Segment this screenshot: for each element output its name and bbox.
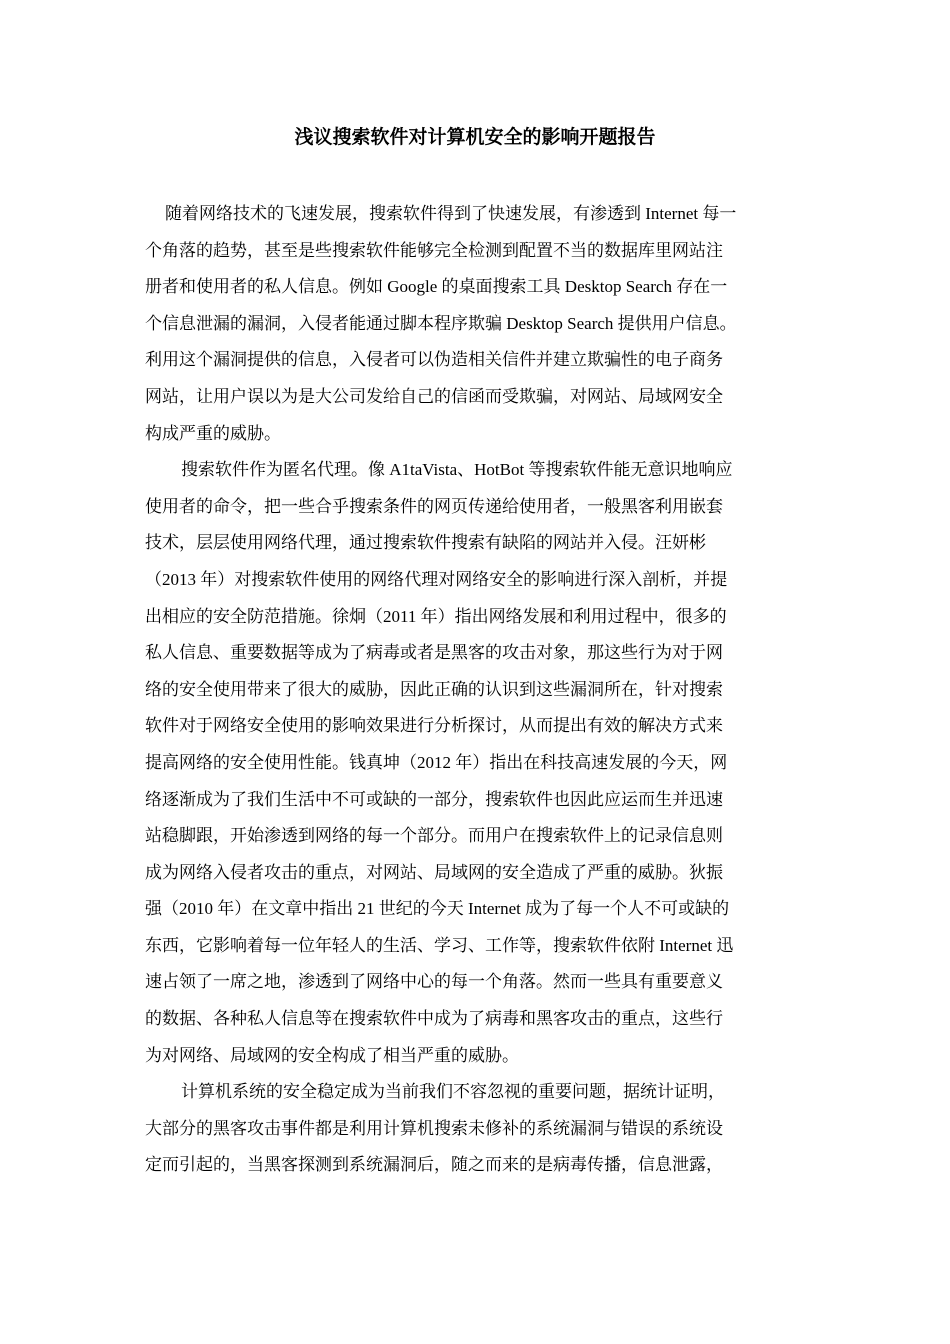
paragraph-3	[145, 1074, 815, 1184]
text-line: 为对网络、局域网的安全构成了相当严重的威胁。	[145, 1045, 519, 1065]
text-line: 个角落的趋势，甚至是些搜索软件能够完全检测到配置不当的数据库里网站注	[145, 240, 723, 260]
document-title: 浅议搜索软件对计算机安全的影响开题报告	[294, 126, 656, 148]
paragraph-2	[145, 452, 815, 1074]
text-line: 册者和使用者的私人信息。例如 Google 的桌面搜索工具 Desktop Search 存在一	[145, 277, 728, 297]
text-line: 的数据、各种私人信息等在搜索软件中成为了病毒和黑客攻击的重点，这些行	[145, 1009, 723, 1029]
text-line: 随着网络技术的飞速发展，搜索软件得到了快速发展，有渗透到 Internet 每一	[165, 204, 737, 223]
text-line: 利用这个漏洞提供的信息，入侵者可以伪造相关信件并建立欺骗性的电子商务	[145, 350, 723, 370]
text-line: 提高网络的安全使用性能。钱真坤（2012 年）指出在科技高速发展的今天，网	[145, 752, 728, 772]
text-line: 软件对于网络安全使用的影响效果进行分析探讨，从而提出有效的解决方式来	[145, 716, 723, 736]
text-line: 东西，它影响着每一位年轻人的生活、学习、工作等，搜索软件依附 Internet 迅	[145, 935, 734, 955]
text-line: 络逐渐成为了我们生活中不可或缺的一部分，搜索软件也因此应运而生并迅速	[145, 789, 723, 809]
text-line: 网站，让用户误以为是大公司发给自己的信函而受欺骗，对网站、局域网安全	[145, 386, 723, 406]
text-line: 使用者的命令，把一些合乎搜索条件的网页传递给使用者，一般黑客利用嵌套	[145, 496, 723, 516]
text-line: 速占领了一席之地，渗透到了网络中心的每一个角落。然而一些具有重要意义	[145, 972, 723, 992]
text-line: 技术，层层使用网络代理，通过搜索软件搜索有缺陷的网站并入侵。汪妍彬	[145, 533, 706, 553]
text-line: 大部分的黑客攻击事件都是利用计算机搜索未修补的系统漏洞与错误的系统设	[145, 1118, 723, 1138]
document-body	[145, 196, 815, 1184]
text-line: 计算机系统的安全稳定成为当前我们不容忽视的重要问题，据统计证明，	[181, 1082, 725, 1102]
text-line: 络的安全使用带来了很大的威胁，因此正确的认识到这些漏洞所在，针对搜索	[145, 679, 723, 699]
text-line: 私人信息、重要数据等成为了病毒或者是黑客的攻击对象，那这些行为对于网	[145, 643, 723, 663]
text-line: 站稳脚跟，开始渗透到网络的每一个部分。而用户在搜索软件上的记录信息则	[145, 826, 723, 846]
text-line: （2013 年）对搜索软件使用的网络代理对网络安全的影响进行深入剖析，并提	[145, 569, 728, 589]
text-line: 定而引起的，当黑客探测到系统漏洞后，随之而来的是病毒传播，信息泄露，	[145, 1155, 723, 1175]
text-line: 出相应的安全防范措施。徐炯（2011 年）指出网络发展和利用过程中，很多的	[145, 606, 727, 626]
text-line: 搜索软件作为匿名代理。像 A1taVista、HotBot 等搜索软件能无意识地响应	[181, 460, 733, 480]
text-line: 构成严重的威胁。	[145, 423, 281, 443]
text-line: 个信息泄漏的漏洞，入侵者能通过脚本程序欺骗 Desktop Search 提供用户信息。	[145, 313, 737, 333]
text-line: 成为网络入侵者攻击的重点，对网站、局域网的安全造成了严重的威胁。狄振	[145, 862, 723, 882]
text-line: 强（2010 年）在文章中指出 21 世纪的今天 Internet 成为了每一个人不可或缺的	[145, 899, 730, 919]
paragraph-1	[145, 196, 815, 452]
